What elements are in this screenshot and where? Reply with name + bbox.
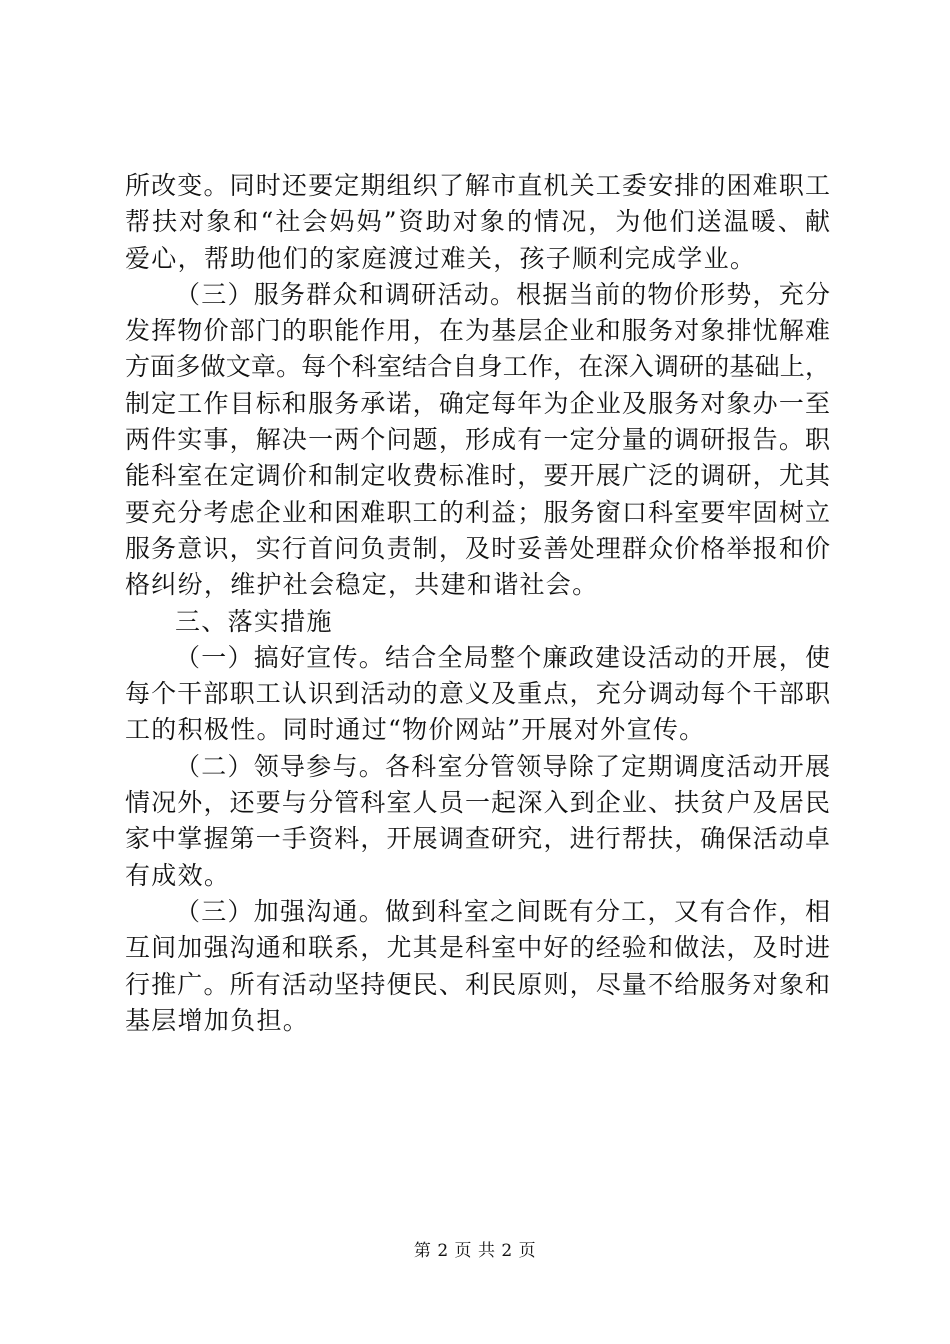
text-line: （三）加强沟通。做到科室之间既有分工，又有合作，相 xyxy=(175,896,830,926)
text-line: 要充分考虑企业和困难职工的利益；服务窗口科室要牢固树立 xyxy=(125,497,830,527)
text-line: 基层增加负担。 xyxy=(125,1005,310,1035)
text-line: （一）搞好宣传。结合全局整个廉政建设活动的开展，使 xyxy=(175,642,830,672)
text-line: 爱心，帮助他们的家庭渡过难关，孩子顺利完成学业。 xyxy=(125,243,757,273)
text-line: 两件实事，解决一两个问题，形成有一定分量的调研报告。职 xyxy=(125,425,830,455)
text-line: 情况外，还要与分管科室人员一起深入到企业、扶贫户及居民 xyxy=(125,788,830,818)
text-line: 三、落实措施 xyxy=(175,606,333,636)
text-line: 所改变。同时还要定期组织了解市直机关工委安排的困难职工 xyxy=(125,171,830,200)
text-line: （三）服务群众和调研活动。根据当前的物价形势，充分 xyxy=(175,279,830,309)
text-line: 每个干部职工认识到活动的意义及重点，充分调动每个干部职 xyxy=(125,679,830,709)
text-line: 帮扶对象和“社会妈妈”资助对象的情况，为他们送温暖、献 xyxy=(125,207,830,237)
page-footer: 第 2 页 共 2 页 xyxy=(413,1241,537,1261)
text-line: 行推广。所有活动坚持便民、利民原则，尽量不给服务对象和 xyxy=(125,969,830,999)
text-line: 发挥物价部门的职能作用，在为基层企业和服务对象排忧解难 xyxy=(125,316,830,346)
text-line: 工的积极性。同时通过“物价网站”开展对外宣传。 xyxy=(125,715,706,745)
text-line: 能科室在定调价和制定收费标准时，要开展广泛的调研，尤其 xyxy=(125,461,830,491)
document-body xyxy=(125,168,830,1039)
text-line: 互间加强沟通和联系，尤其是科室中好的经验和做法，及时进 xyxy=(125,933,830,963)
text-line: 家中掌握第一手资料，开展调查研究，进行帮扶，确保活动卓 xyxy=(125,824,830,854)
text-line: （二）领导参与。各科室分管领导除了定期调度活动开展 xyxy=(175,751,830,781)
text-line: 格纠纷，维护社会稳定，共建和谐社会。 xyxy=(125,570,599,600)
text-line: 方面多做文章。每个科室结合自身工作，在深入调研的基础上， xyxy=(125,352,830,382)
text-line: 制定工作目标和服务承诺，确定每年为企业及服务对象办一至 xyxy=(125,388,830,418)
text-line: 服务意识，实行首问负责制，及时妥善处理群众价格举报和价 xyxy=(125,533,830,563)
text-line: 有成效。 xyxy=(125,860,231,890)
